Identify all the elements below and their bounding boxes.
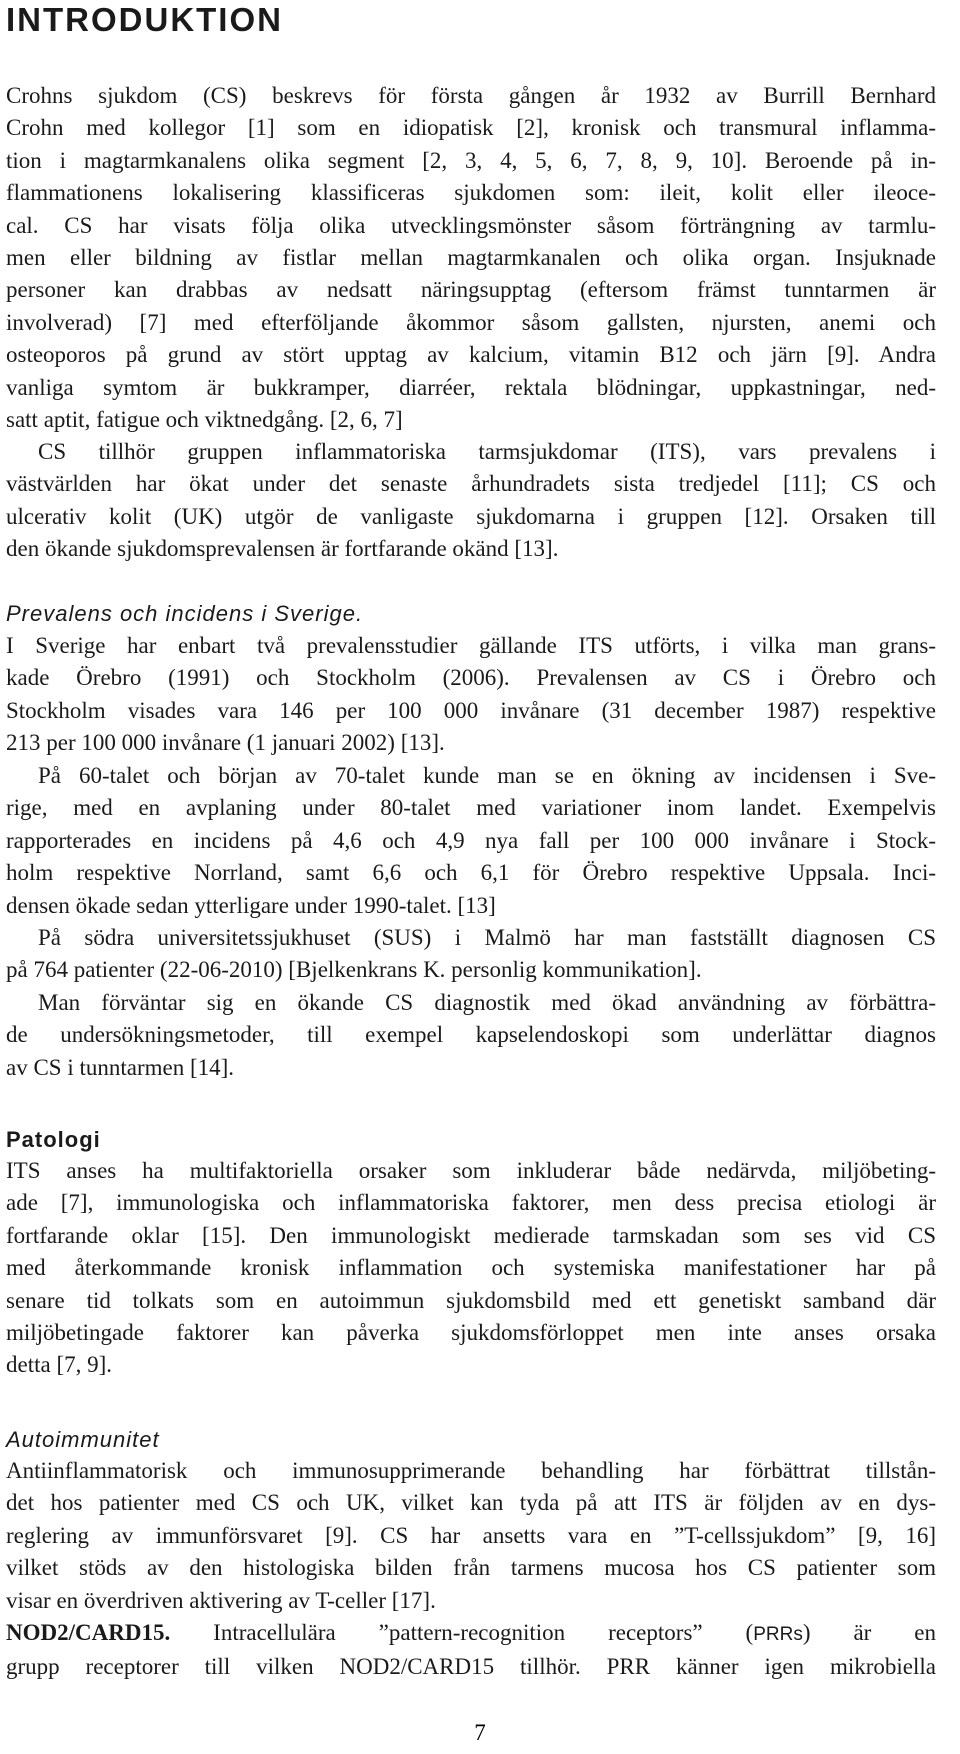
text-line: den ökande sjukdomsprevalensen är fortfarande okänd [13].: [6, 536, 559, 562]
nod2-paragraph: [6, 1617, 936, 1684]
text-line: på 764 patienter (22-06-2010) [Bjelkenkrans K. personlig kommunikation].: [6, 957, 702, 983]
text-line: med återkommande kronisk inflammation och systemiska manifestationer har på: [6, 1255, 936, 1281]
text-line: de undersökningsmetoder, till exempel kapselendoskopi som underlättar diagnos: [6, 1022, 936, 1048]
section-heading-prevalens: Prevalens och incidens i Sverige.: [6, 601, 364, 626]
nod2-term: NOD2/CARD15.: [6, 1620, 171, 1645]
patologi-paragraph-1: [6, 1155, 936, 1382]
text-line: grupp receptorer till vilken NOD2/CARD15 tillhör. PRR känner igen mikrobiella: [6, 1654, 936, 1680]
text-line: densen ökade sedan ytterligare under 1990-talet. [13]: [6, 892, 496, 918]
text-line: flammationens lokalisering klassificeras sjukdomen som: ileit, kolit eller ileoce-: [6, 180, 936, 206]
prevalens-paragraph-4: [6, 987, 936, 1084]
text-line: visar en överdriven aktivering av T-celler [17].: [6, 1587, 436, 1613]
text-line: tion i magtarmkanalens olika segment [2, 3, 4, 5, 6, 7, 8, 9, 10]. Beroende på in-: [6, 147, 936, 173]
prevalens-paragraph-2: [6, 760, 936, 922]
text-line: men eller bildning av fistlar mellan magtarmkanalen och olika organ. Insjuknade: [6, 245, 936, 271]
text-line: senare tid tolkats som en autoimmun sjukdomsbild med ett genetiskt samband där: [6, 1287, 936, 1313]
text-line: Crohns sjukdom (CS) beskrevs för första gången år 1932 av Burrill Bernhard: [6, 83, 936, 108]
section-heading-autoimmunitet: Autoimmunitet: [6, 1427, 160, 1452]
text-line: Stockholm visades vara 146 per 100 000 invånare (31 december 1987) respektive: [6, 697, 936, 723]
text-line: fortfarande oklar [15]. Den immunologiskt medierade tarmskadan som ses vid CS: [6, 1222, 936, 1248]
text-line: involverad) [7] med efterföljande åkommor såsom gallsten, njursten, anemi och: [6, 309, 936, 335]
text-line: På 60-talet och början av 70-talet kunde man se en ökning av incidensen i Sve-: [38, 763, 936, 788]
text-line: personer kan drabbas av nedsatt näringsupptag (eftersom främst tunntarmen är: [6, 277, 936, 303]
text-line: ade [7], immunologiska och inflammatoriska faktorer, men dess precisa etiologi är: [6, 1190, 936, 1216]
nod2-text: Intracellulära ”pattern-recognition receptors” (: [170, 1620, 754, 1645]
text-line: rige, med en avplaning under 80-talet med variationer inom landet. Exempelvis: [6, 795, 936, 821]
text-line: osteoporos på grund av stört upptag av kalcium, vitamin B12 och järn [9]. Andra: [6, 342, 936, 368]
text-line: satt aptit, fatigue och viktnedgång. [2, 6, 7]: [6, 407, 403, 433]
page-number: 7: [474, 1720, 486, 1745]
prevalens-paragraph-3: [6, 922, 936, 987]
text-line: På södra universitetssjukhuset (SUS) i Malmö har man fastställt diagnosen CS: [38, 925, 936, 950]
text-line: holm respektive Norrland, samt 6,6 och 6,1 för Örebro respektive Uppsala. Inci-: [6, 860, 936, 886]
text-line: reglering av immunförsvaret [9]. CS har ansetts vara en ”T-cellssjukdom” [9, 16]: [6, 1522, 936, 1548]
text-line: västvärlden har ökat under det senaste århundradets sista tredjedel [11]; CS och: [6, 471, 936, 497]
text-line: av CS i tunntarmen [14].: [6, 1054, 235, 1080]
text-line: CS tillhör gruppen inflammatoriska tarmsjukdomar (ITS), vars prevalens i: [38, 439, 936, 464]
text-line: kade Örebro (1991) och Stockholm (2006). Prevalensen av CS i Örebro och: [6, 665, 936, 691]
text-line: I Sverige har enbart två prevalensstudier gällande ITS utförts, i vilka man grans-: [6, 633, 936, 658]
nod2-text-end: ) är en: [802, 1620, 936, 1645]
text-line: vilket stöds av den histologiska bilden från tarmens mucosa hos CS patienter som: [6, 1555, 936, 1581]
text-line: ulcerativ kolit (UK) utgör de vanligaste sjukdomarna i gruppen [12]. Orsaken till: [6, 503, 936, 529]
text-line: rapporterades en incidens på 4,6 och 4,9 nya fall per 100 000 invånare i Stock-: [6, 827, 936, 853]
page-title: INTRODUKTION: [6, 1, 283, 38]
text-line: detta [7, 9].: [6, 1352, 113, 1378]
text-line: ITS anses ha multifaktoriella orsaker som inkluderar både nedärvda, miljöbeting-: [6, 1158, 936, 1183]
intro-paragraph-2: [6, 436, 936, 566]
section-heading-patologi: Patologi: [6, 1127, 101, 1152]
text-line: vanliga symtom är bukkramper, diarréer, rektala blödningar, uppkastningar, ned-: [6, 374, 936, 400]
text-line: Man förväntar sig en ökande CS diagnostik med ökad användning av förbättra-: [38, 990, 936, 1015]
text-line: cal. CS har visats följa olika utvecklingsmönster såsom förträngning av tarmlu-: [6, 212, 936, 238]
text-line: miljöbetingade faktorer kan påverka sjukdomsförloppet men inte anses orsaka: [6, 1320, 936, 1346]
autoimmunitet-paragraph-1: [6, 1455, 936, 1617]
prr-abbreviation: PRRs: [753, 1624, 803, 1645]
text-line: [6, 1617, 936, 1651]
text-line: det hos patienter med CS och UK, vilket kan tyda på att ITS är följden av en dys-: [6, 1490, 936, 1516]
prevalens-paragraph-1: [6, 630, 936, 760]
text-line: 213 per 100 000 invånare (1 januari 2002) [13].: [6, 730, 445, 756]
intro-paragraph-1: [6, 80, 936, 436]
text-line: Antiinflammatorisk och immunosupprimerande behandling har förbättrat tillstån-: [6, 1458, 936, 1483]
text-line: Crohn med kollegor [1] som en idiopatisk [2], kronisk och transmural inflamma-: [6, 115, 936, 141]
